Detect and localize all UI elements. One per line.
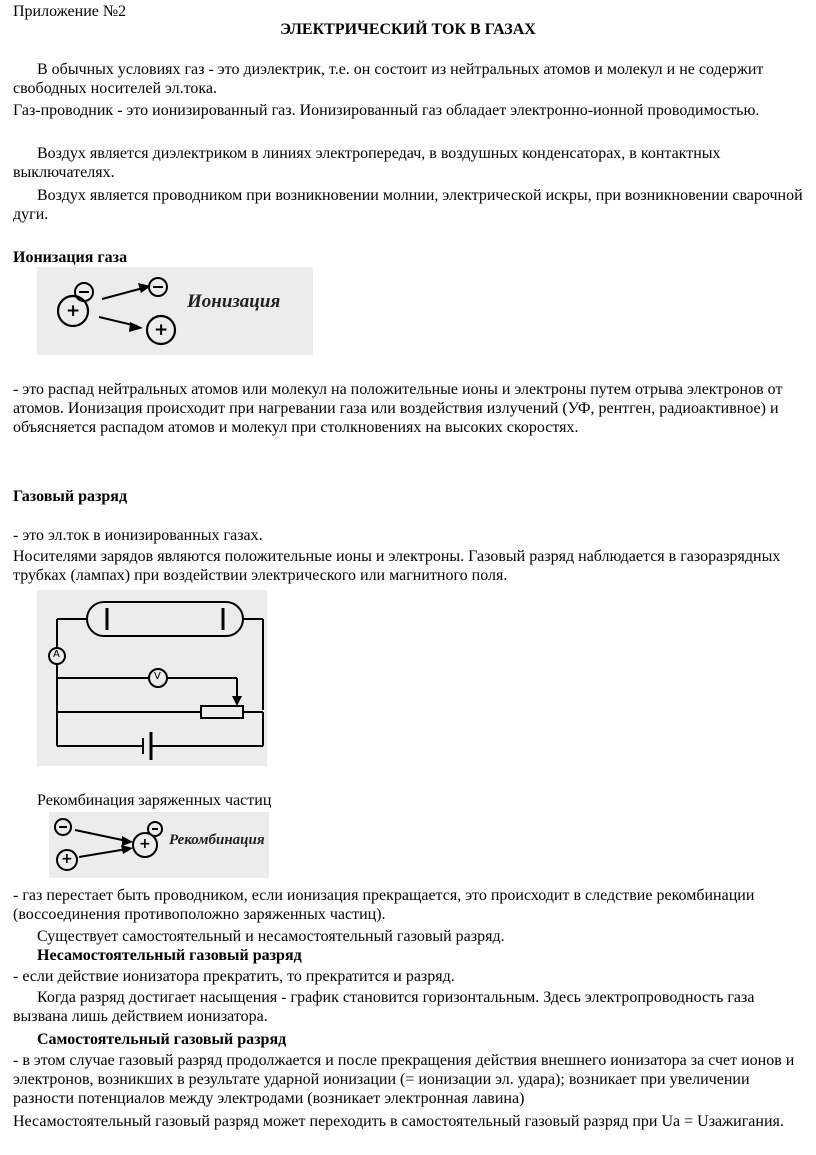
self-discharge-text-2: Несамостоятельный газовый разряд может переходить в самостоятельный газовый разряд при Ua = Uзажигания. [13,1113,784,1130]
intro-paragraph-4: Воздух является проводником при возникновении молнии, электрической искры, при возникновении сварочной дуги. [13,187,803,223]
discharge-text-1: - это эл.ток в ионизированных газах. [13,527,263,544]
nonself-discharge-heading: Несамостоятельный газовый разряд [37,947,302,964]
ionization-text: - это распад нейтральных атомов или молекул на положительные ионы и электроны путем отрыва электронов от атомов. Ионизация происходит при нагревании газа или воздействия излучений (УФ, рентген, радиоактивное) и объясняется распадом атомов и молекул при столкновениях на высоких скоростях. [13,381,783,436]
nonself-discharge-text-1: - если действие ионизатора прекратить, то прекратится и разряд. [13,968,455,985]
recombination-text: - газ перестает быть проводником, если ионизация прекращается, это происходит в следствие рекомбинации (воссоединения противоположно заряженных частиц). [13,887,755,923]
discharge-text-2: Носителями зарядов являются положительные ионы и электроны. Газовый разряд наблюдается в газоразрядных трубках (лампах) при воздействии электрического или магнитного поля. [13,548,781,584]
ionization-plus-label: + [66,301,81,321]
discharge-heading: Газовый разряд [13,488,128,505]
recombination-figure [49,812,269,878]
self-discharge-text-1: - в этом случае газовый разряд продолжается и после прекращения действия внешнего ионизатора за счет ионов и электронов, возникших в результате ударной ионизации (= ионизации эл. удара); возникает при увеличении разности потенциалов между электродами (возникает электронная лавина) [13,1052,795,1107]
recombination-plus-label: + [154,320,169,340]
intro-paragraph-1: В обычных условиях газ - это диэлектрик, т.е. он состоит из нейтральных атомов и молекул и не содержит свободных носителей эл.тока. [13,61,764,97]
ammeter-label: A [53,649,60,660]
ionization-figure [37,267,313,355]
recombination-figure-label: Рекомбинация [169,832,265,848]
discharge-types-intro: Существует самостоятельный и несамостоятельный газовый разряд. [37,928,505,945]
ionization-figure-label: Ионизация [187,291,281,312]
intro-paragraph-3: Воздух является диэлектриком в линиях электропередач, в воздушных конденсаторах, в контактных выключателях. [13,145,721,181]
recombination-plus-2: + [139,836,151,852]
nonself-discharge-text-2: Когда разряд достигает насыщения - график становится горизонтальным. Здесь электропроводность газа вызвана лишь действием ионизатора. [13,989,755,1025]
intro-paragraph-2: Газ-проводник - это ионизированный газ. Ионизированный газ обладает электронно-ионной проводимостью. [13,102,760,119]
page-title: ЭЛЕКТРИЧЕСКИЙ ТОК В ГАЗАХ [280,21,536,38]
self-discharge-heading: Самостоятельный газовый разряд [37,1031,287,1048]
appendix-label: Приложение №2 [13,3,127,20]
recombination-plus-1: + [61,851,73,867]
discharge-circuit-figure [37,590,267,766]
ionization-heading: Ионизация газа [13,249,128,266]
recombination-caption: Рекомбинация заряженных частиц [37,792,272,809]
voltmeter-label: V [154,671,161,682]
